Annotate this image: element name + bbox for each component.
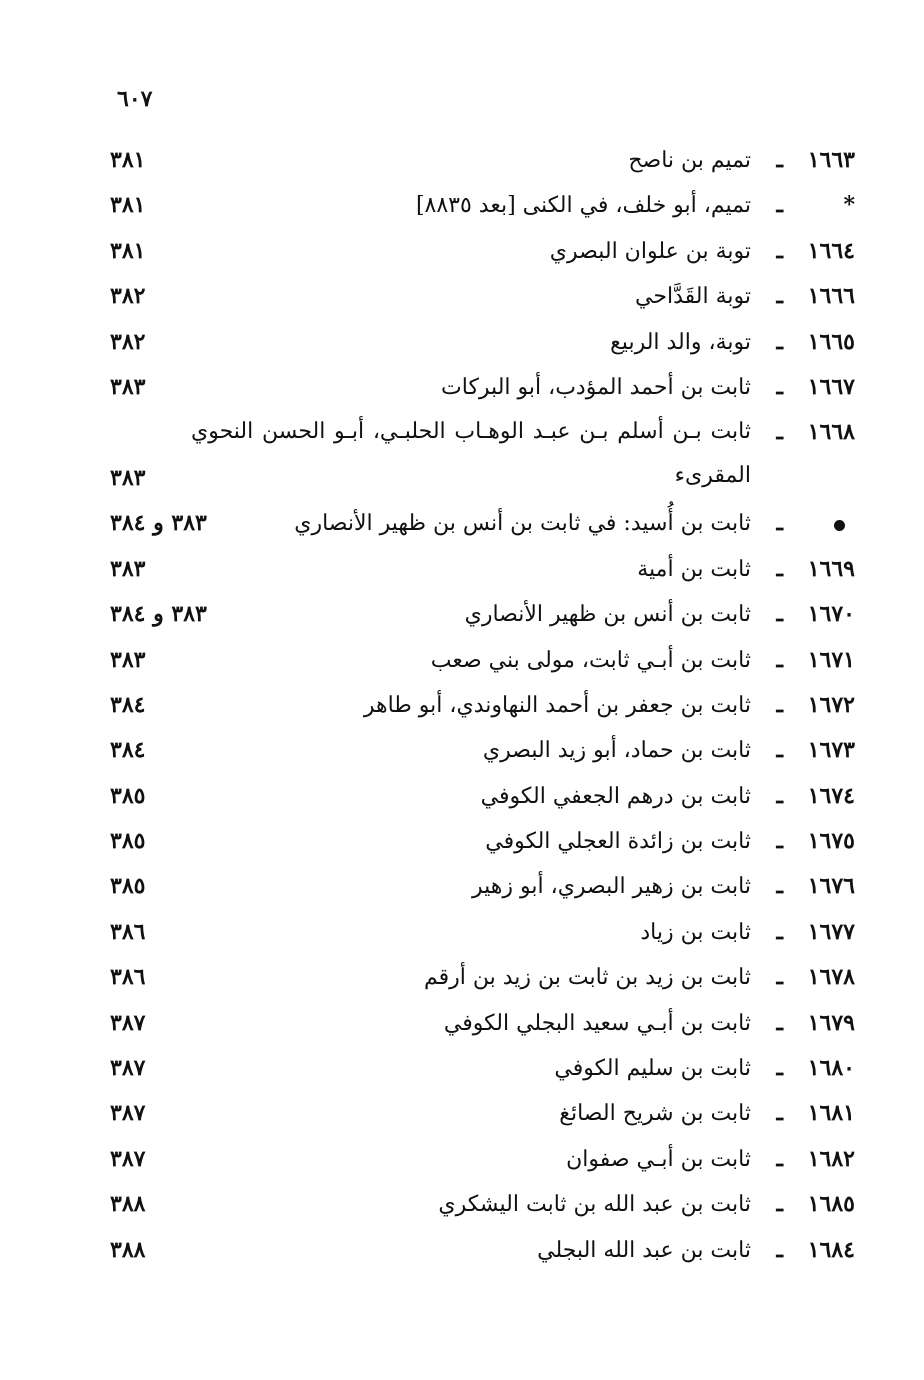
index-entry (110, 410, 855, 501)
entry-name: ثابت بن حماد، أبو زيد البصري (482, 738, 751, 764)
index-entry (110, 1182, 855, 1227)
index-entry (110, 1001, 855, 1046)
entry-pages: ٣٨٧ (110, 1145, 146, 1172)
entry-number: ١٦٨٤ (807, 1236, 855, 1263)
entry-name: ثابت بن شريح الصائغ (559, 1101, 751, 1127)
index-entry (110, 592, 855, 637)
index-entry (110, 501, 855, 546)
entry-number: ١٦٧٨ (807, 964, 855, 991)
index-entry (110, 683, 855, 728)
entry-name: ثابت بن زيد بن ثابت بن زيد بن أرقم (423, 965, 751, 991)
entry-dash: ـ (776, 328, 783, 355)
entry-name: ثابت بن أبـي سعيد البجلي الكوفي (443, 1010, 751, 1036)
entry-dash: ـ (776, 601, 783, 628)
entry-dash: ـ (776, 918, 783, 945)
entry-pages: ٣٨٣ و ٣٨٤ (110, 510, 207, 537)
entry-number: ١٦٦٣ (807, 147, 855, 173)
index-entry (110, 138, 855, 183)
entry-name: ثابت بن عبد الله بن ثابت اليشكري (438, 1192, 751, 1218)
entry-number: ١٦٧٧ (807, 918, 855, 945)
entry-pages: ٣٨٥ (110, 873, 146, 900)
entry-dash: ـ (776, 646, 783, 673)
index-entry (110, 547, 855, 592)
entry-dash: ـ (776, 510, 783, 537)
entry-number: ١٦٨٥ (807, 1191, 855, 1218)
index-entry (110, 1228, 855, 1273)
entry-dash: ـ (776, 373, 783, 400)
entry-name: ثابت بن أحمد المؤدب، أبو البركات (441, 374, 751, 400)
index-entry (110, 955, 855, 1000)
entry-name: ثابت بن درهم الجعفي الكوفي (480, 783, 751, 809)
entry-dash: ـ (776, 1236, 783, 1263)
index-entry (110, 1091, 855, 1136)
entry-name: ثابت بن سليم الكوفي (554, 1056, 751, 1082)
index-entry (110, 1137, 855, 1182)
entry-dash: ـ (776, 1191, 783, 1218)
entry-pages: ٣٨٥ (110, 828, 146, 855)
entry-pages: ٣٨٢ (110, 283, 146, 310)
entry-pages: ٣٨٤ (110, 691, 146, 718)
entry-dash: ـ (776, 237, 783, 264)
entry-pages: ٣٨٣ (110, 465, 146, 492)
entry-number: ١٦٧٢ (807, 691, 855, 718)
entry-dash: ـ (776, 1055, 783, 1082)
entry-number: ١٦٧٩ (807, 1009, 855, 1036)
entry-pages: ٣٨٧ (110, 1055, 146, 1082)
index-entry (110, 274, 855, 319)
entry-pages: ٣٨٣ (110, 555, 146, 582)
index-entries (110, 138, 855, 1273)
entry-pages: ٣٨٣ و ٣٨٤ (110, 601, 207, 628)
entry-name: ثابت بن جعفر بن أحمد النهاوندي، أبو طاهر (363, 692, 751, 718)
index-entry (110, 728, 855, 773)
entry-number: ١٦٧٦ (807, 873, 855, 900)
entry-name: ثابت بن زهير البصري، أبو زهير (472, 874, 751, 900)
entry-number: ١٦٦٦ (807, 283, 855, 310)
page-number: ٦٠٧ (117, 86, 153, 112)
entry-name: ثابت بن أمية (637, 556, 751, 582)
entry-dash: ـ (776, 192, 783, 219)
entry-dash: ـ (776, 555, 783, 582)
entry-pages: ٣٨٢ (110, 328, 146, 355)
entry-dash: ـ (776, 1009, 783, 1036)
entry-name: ثابت بن زائدة العجلي الكوفي (485, 829, 751, 855)
entry-number: ١٦٦٨ (807, 419, 855, 446)
entry-dash: ـ (776, 1145, 783, 1172)
index-entry (110, 774, 855, 819)
entry-dash: ـ (776, 828, 783, 855)
entry-name: ثابت بن زياد (640, 919, 751, 945)
entry-pages: ٣٨٤ (110, 737, 146, 764)
entry-pages: ٣٨١ (110, 192, 146, 219)
index-entry (110, 365, 855, 410)
entry-pages: ٣٨٦ (110, 918, 146, 945)
entry-name: تميم بن ناصح (628, 148, 751, 173)
entry-name: ثابت بن عبد الله البجلي (537, 1237, 751, 1263)
index-entry (110, 183, 855, 228)
entry-number: ١٦٧٥ (807, 828, 855, 855)
entry-pages: ٣٨٥ (110, 782, 146, 809)
entry-number: ١٦٦٥ (807, 328, 855, 355)
entry-number: ١٦٦٩ (807, 555, 855, 582)
entry-pages: ٣٨٦ (110, 964, 146, 991)
index-entry (110, 638, 855, 683)
entry-dash: ـ (776, 873, 783, 900)
index-entry (110, 864, 855, 909)
entry-dash: ـ (776, 964, 783, 991)
entry-number: ١٦٨٠ (807, 1055, 855, 1082)
entry-number: ١٦٨١ (807, 1100, 855, 1127)
entry-number: ١٦٧٣ (807, 737, 855, 764)
entry-dash: ـ (776, 1100, 783, 1127)
entry-number: ١٦٦٤ (807, 237, 855, 264)
entry-name: ثابت بـن أسلم بـن عبـد الوهـاب الحلبـي، أبـو الحسن النحوي المقرىء (191, 419, 751, 489)
entry-name: تميم، أبو خلف، في الكنى [بعد ٨٨٣٥] (415, 193, 751, 219)
entry-number: ١٦٧٤ (807, 782, 855, 809)
entry-pages: ٣٨٧ (110, 1100, 146, 1127)
entry-dash: ـ (776, 147, 783, 173)
entry-number: ١٦٧٠ (807, 601, 855, 628)
index-entry (110, 910, 855, 955)
entry-pages: ٣٨٨ (110, 1191, 146, 1218)
entry-pages: ٣٨٧ (110, 1009, 146, 1036)
index-entry (110, 229, 855, 274)
entry-name: ثابت بن أبـي صفوان (566, 1146, 751, 1172)
asterisk-marker: * (843, 192, 855, 219)
entry-number: ١٦٧١ (807, 646, 855, 673)
entry-name: ثابت بن أبـي ثابت، مولى بني صعب (430, 647, 751, 673)
index-entry (110, 320, 855, 365)
entry-name: توبة بن علوان البصري (549, 238, 751, 264)
entry-name: ثابت بن أنس بن ظهير الأنصاري (464, 602, 751, 628)
entry-dash: ـ (776, 737, 783, 764)
entry-dash: ـ (776, 419, 783, 446)
entry-pages: ٣٨١ (110, 237, 146, 264)
index-entry (110, 819, 855, 864)
entry-pages: ٣٨٣ (110, 373, 146, 400)
entry-number: ١٦٦٧ (807, 373, 855, 400)
entry-pages: ٣٨١ (110, 147, 146, 173)
entry-name: ثابت بن أُسيد: في ثابت بن أنس بن ظهير الأنصاري (294, 511, 751, 537)
entry-pages: ٣٨٣ (110, 646, 146, 673)
index-entry (110, 1046, 855, 1091)
entry-name: توبة، والد الربيع (610, 329, 751, 355)
entry-dash: ـ (776, 283, 783, 310)
entry-name: توبة القَدَّاحي (635, 284, 751, 310)
bullet-marker (793, 501, 855, 546)
entry-pages: ٣٨٨ (110, 1236, 146, 1263)
entry-dash: ـ (776, 691, 783, 718)
entry-dash: ـ (776, 782, 783, 809)
entry-number: ١٦٨٢ (807, 1145, 855, 1172)
